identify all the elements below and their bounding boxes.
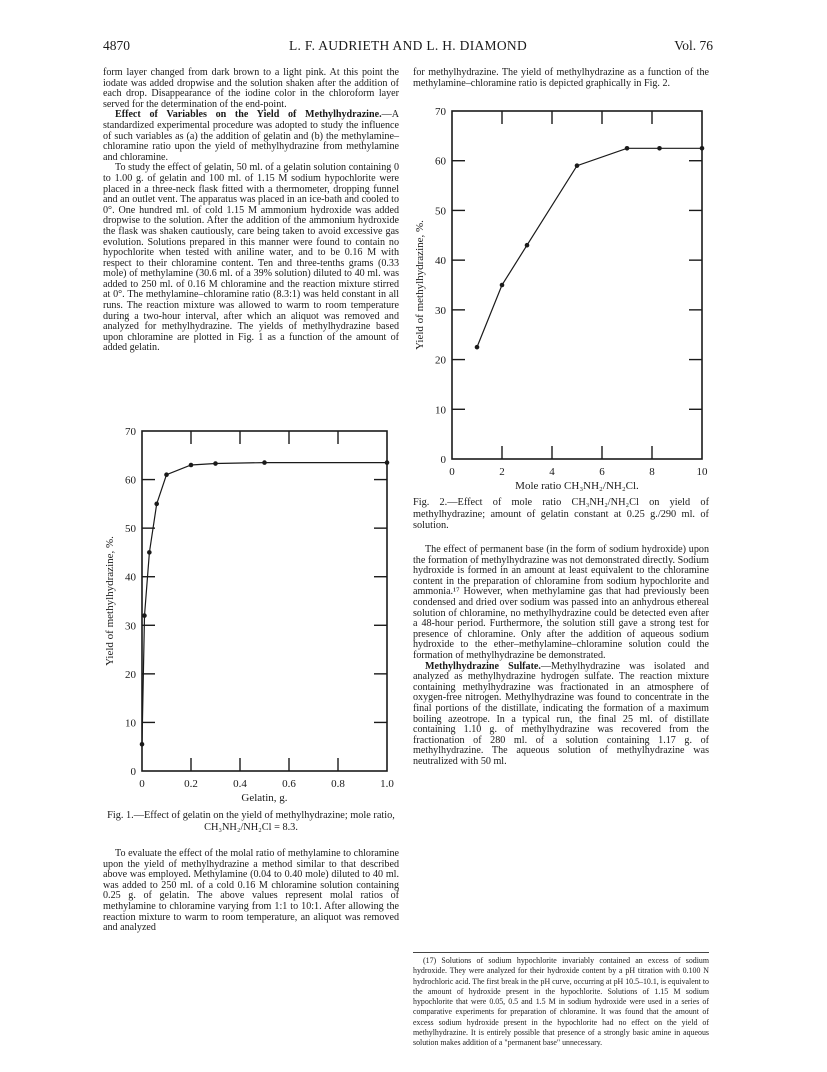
subsection-paragraph bbox=[103, 110, 399, 163]
figure-2-caption: Fig. 2.—Effect of mole ratio CH₃NH₂/NH₂Cl on yield of methylhydrazine; amount of gelatin constant at 0.25 g./290 ml. of solution. bbox=[413, 497, 709, 531]
data-point bbox=[142, 613, 147, 618]
series-line bbox=[477, 148, 702, 347]
x-tick-label: 0 bbox=[449, 466, 455, 478]
data-point bbox=[700, 146, 705, 151]
x-tick-label: 1.0 bbox=[380, 778, 394, 790]
y-axis-label: Yield of methylhydrazine, %. bbox=[104, 536, 116, 666]
plot-frame bbox=[452, 111, 702, 459]
data-point bbox=[475, 345, 480, 350]
y-tick-label: 0 bbox=[440, 454, 446, 466]
y-tick-label: 70 bbox=[435, 106, 446, 118]
volume-label: Vol. 76 bbox=[674, 38, 713, 53]
paragraph-text: —A standardized experimental procedure was adopted to study the influence of such variables as (a) the addition of gelatin and (b) the methylamine–chloramine ratio upon the yield of methylhydrazine from methylamine and chloramine. bbox=[103, 109, 399, 163]
y-tick-label: 30 bbox=[125, 620, 136, 633]
data-point bbox=[213, 461, 218, 466]
x-tick-label: 0.8 bbox=[331, 778, 345, 790]
data-point bbox=[575, 163, 580, 168]
body-paragraph: form layer changed from dark brown to a light pink. At this point the iodate was added dropwise and the solution shaken after the addition of each drop. Disappearance of the iodine color in the chloroform layer served for the determination of the end-point. bbox=[103, 67, 399, 110]
x-tick-label: 0.6 bbox=[282, 778, 296, 790]
left-column-top bbox=[103, 68, 399, 354]
x-tick-label: 6 bbox=[599, 466, 605, 478]
subsection-paragraph bbox=[413, 662, 709, 768]
footnote-text: (17) Solutions of sodium hypochlorite invariably contained an excess of sodium hydroxide. They were analyzed for their hydroxide content by a pH titration with 0.100 N hydrochloric acid. The first break in the pH curve, occurring at pH 10.5–10.1, is equivalent to the amount of hydroxide present in the hypochlorite. Solutions of 1.15 M sodium hypochlorite that were 0.05, 0.5 and 1.5 M in sodium hydroxide were used in a series of comparative experiments for preparation of chloramine. It was found that the amount of excess sodium hydroxide present in the hypochlorite had no effect on the yield of methylhydrazine. It is entirely possible that presence of a strongly basic amine in aqueous solution makes addition of a "permanent base" unnecessary. bbox=[413, 956, 709, 1048]
data-point bbox=[385, 460, 390, 465]
y-tick-label: 70 bbox=[125, 426, 136, 438]
y-tick-label: 60 bbox=[125, 474, 136, 487]
y-tick-label: 20 bbox=[125, 668, 136, 681]
x-tick-label: 2 bbox=[499, 466, 505, 478]
y-tick-label: 30 bbox=[435, 304, 446, 317]
x-tick-label: 0.4 bbox=[233, 778, 247, 790]
plot-frame bbox=[142, 431, 387, 771]
x-tick-label: 10 bbox=[696, 466, 708, 478]
data-point bbox=[189, 463, 194, 468]
figure-1-caption: Fig. 1.—Effect of gelatin on the yield of methylhydrazine; mole ratio, CH₃NH₂/NH₂Cl = 8.3. bbox=[107, 810, 395, 833]
figure-2-chart bbox=[410, 103, 710, 493]
subsection-heading: Effect of Variables on the Yield of Methylhydrazine. bbox=[115, 109, 382, 121]
left-column-bottom bbox=[103, 849, 399, 934]
data-point bbox=[164, 472, 169, 477]
footnote bbox=[413, 952, 709, 1049]
page-number: 4870 bbox=[103, 38, 130, 53]
data-point bbox=[147, 550, 152, 555]
right-column-top bbox=[413, 68, 709, 89]
subsection-heading: Methylhydrazine Sulfate. bbox=[425, 660, 541, 672]
y-tick-label: 10 bbox=[125, 717, 136, 730]
figure-1-chart bbox=[100, 425, 400, 807]
body-paragraph: To study the effect of gelatin, 50 ml. of a gelatin solution containing 0 to 1.00 g. of gelatin and 100 ml. of 1.15 M sodium hypochlorite were placed in a three-neck flask fitted with a thermometer, dropping funnel and an outlet vent. The apparatus was placed in an ice-bath and cooled to 0°. One hundred ml. of cold 1.15 M ammonium hydroxide was added dropwise to the solution. After the addition of the ammonium hydroxide the flask was shaken cautiously, care being taken to avoid excessive gas evolution. Solutions prepared in this manner were found to contain no hypochlorite when tested with aniline water, and to be 0.16 M with respect to their chloramine content. Ten and three-tenths grams (0.33 mole) of methylamine (30.6 ml. of a 39% solution) diluted to 40 ml. was added to 250 ml. of 0.16 M chloramine and the reaction mixture stirred at 0°. The methylamine–chloramine ratio (8.3:1) was held constant in all runs. The reaction mixture was allowed to warm to room temperature during a two-hour interval, after which an aliquot was removed and analyzed for methylhydrazine. The yields of methylhydrazine based upon chloramine are plotted in Fig. 1 as a function of the amount of added gelatin. bbox=[103, 162, 399, 354]
x-tick-label: 0 bbox=[139, 778, 145, 790]
y-tick-label: 50 bbox=[435, 205, 446, 218]
body-paragraph: To evaluate the effect of the molal ratio of methylamine to chloramine upon the yield of methylhydrazine a method similar to that described above was employed. Methylamine (0.04 to 0.40 mole) diluted to 40 ml. was added to 250 ml. of a cold 0.16 M chloramine solution containing 0.25 g. of gelatin. The above values represent molal ratios of methylamine to chloramine varying from 1:1 to 10:1. After allowing the reaction mixture to warm to room temperature, an aliquot was removed and analyzed bbox=[103, 848, 399, 934]
x-axis-label: Gelatin, g. bbox=[241, 792, 288, 804]
x-tick-label: 8 bbox=[649, 466, 655, 478]
series-line bbox=[142, 463, 387, 745]
x-axis-label: Mole ratio CH₃NH₂/NH₂Cl. bbox=[515, 480, 639, 492]
running-title: L. F. AUDRIETH AND L. H. DIAMOND bbox=[288, 38, 527, 53]
body-paragraph: for methylhydrazine. The yield of methylhydrazine as a function of the methylamine–chloramine ratio is depicted graphically in Fig. 2. bbox=[413, 67, 709, 89]
y-tick-label: 10 bbox=[435, 404, 446, 417]
data-point bbox=[262, 460, 267, 465]
data-point bbox=[525, 243, 530, 248]
data-point bbox=[625, 146, 630, 151]
x-tick-label: 0.2 bbox=[184, 778, 198, 790]
paragraph-text: —Methylhydrazine was isolated and analyzed as methylhydrazine hydrogen sulfate. The reaction mixture containing methylhydrazine was fractionated in an atmosphere of oxygen-free nitrogen. Methylhydrazine was found to concentrate in the final portions of the distillate, indicating the formation of a maximum boiling azeotrope. In a typical run, the final 25 ml. of distillate containing 1.10 g. of methylhydrazine was recovered from the fractionation of 280 ml. of a solution containing 1.17 g. of methylhydrazine. The aqueous solution of methylhydrazine was neutralized with 50 ml. bbox=[413, 660, 709, 767]
page-header bbox=[103, 38, 713, 56]
y-axis-label: Yield of methylhydrazine, %. bbox=[414, 220, 426, 350]
y-tick-label: 20 bbox=[435, 354, 446, 367]
y-tick-label: 50 bbox=[125, 523, 136, 536]
data-point bbox=[500, 283, 505, 288]
data-point bbox=[657, 146, 662, 151]
y-tick-label: 0 bbox=[130, 766, 136, 778]
data-point bbox=[154, 502, 159, 507]
right-column-middle bbox=[413, 545, 709, 767]
footnote-rule bbox=[413, 952, 709, 953]
data-point bbox=[140, 742, 145, 747]
y-tick-label: 40 bbox=[435, 255, 446, 268]
body-paragraph: The effect of permanent base (in the form of sodium hydroxide) upon the formation of methylhydrazine was not demonstrated directly. Sodium hydroxide is formed in an amount at least equivalent to the chloramine content in the preparation of chloramine from sodium hypochlorite and ammonia.¹⁷ However, when methylamine gas that had previously been condensed and dried over sodium was passed into an anhydrous ethereal solution of chloramine, no methylhydrazine could be detected even after a 48-hour period. Furthermore, the solution still gave a strong test for presence of chloramine. Only after the addition of aqueous sodium hydroxide to the ether–methylamine–chloramine solution could the formation of methylhydrazine be demonstrated. bbox=[413, 544, 709, 661]
x-tick-label: 4 bbox=[549, 466, 555, 478]
y-tick-label: 40 bbox=[125, 571, 136, 584]
y-tick-label: 60 bbox=[435, 155, 446, 168]
